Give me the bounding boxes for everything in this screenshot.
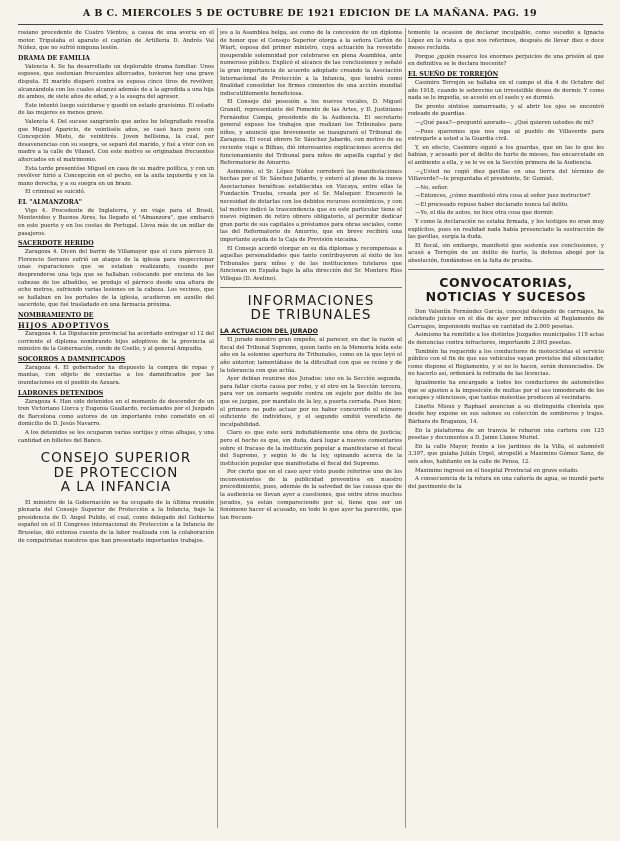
article-text: —No, señor.	[415, 184, 449, 191]
article-text: En la plataforma de un tranvía le robaron una cartera con 125 pesetas y documentos a D. Jaime Llanos Muriel.	[408, 427, 604, 442]
column-1	[18, 30, 214, 830]
article-text: —Pues queremos que nos siga al pueblo de Villaverde para entregarle a usted a la Guardia civil.	[408, 128, 604, 143]
column-divider	[405, 28, 406, 828]
header-rule	[18, 24, 603, 25]
column-3	[408, 30, 604, 830]
headline-line: INFORMACIONES	[247, 292, 375, 309]
headline-line: DE TRIBUNALES	[250, 307, 372, 324]
divider	[220, 287, 402, 288]
article-subheading: LA ACTUACION DEL JURADO	[220, 327, 318, 335]
headline-line: NOTICIAS Y SUCESOS	[425, 288, 587, 304]
article-text: El Consejo acordó otorgar en su día diplomas y recompensas a aquellas personalidades que tanto contribuyeron al éxito de los Tribunales para niños y de las instituciones tutelares que funcionan en España bajo la alta dirección del Sr. Montero Ríos Villegas (D. Avelino).	[220, 245, 402, 282]
article-headline	[18, 451, 214, 495]
section-heading: SOCORROS A DAMNIFICADOS	[18, 355, 126, 363]
article-text: El fiscal, sin embargo, manifestó que sostenía sus conclusiones, y acusó a Torrejón de un delito de hurto, la defensa abogó por la absolución, fundándose en la falta de prueba.	[408, 242, 604, 265]
article-text: Y, en efecto, Casimiro siguió a los guardas, que en las lo que les habían, y acusado por el delito de hurto de mieses, fue encarcelado en el ambiente a ella, y se le ve en la Sección primera de la Audiencia.	[408, 144, 604, 166]
article-text: Éste intentó luego suicidarse y quedó en estado gravísimo. El estado de las mujeres es menos grave.	[18, 102, 214, 117]
article-headline	[220, 294, 402, 323]
article-text: Valencia 4. Del suceso sangriento que antes he telegrafiado resulta que Miguel Aparicio, de veintiséis años, se casó hace poco con Concepción Mieto, de veintitrés. Joven bellísima, la cual, por desavenencias con su suegra, se separó del marido, y fué a vivir con su madre a la calle de Vilanet. Con este motivo se originaban frecuentes altercados en el matrimonio.	[18, 118, 214, 163]
article-text: —¿Usted no cogió diez gavillas en una tierra del término de Villaverde?—le preguntaba el presidente, Sr. Gumiel.	[408, 168, 604, 183]
article-text: De pronto sintióse zamarreado, y al abrir los ojos se encontró rodeado de guardias.	[408, 103, 604, 118]
article-text: Maximino ingresó en el hospital Provincial en grave estado.	[415, 467, 579, 474]
article-text: Asimismo, el Sr. López Núñez corroboró las manifestaciones hechas por el Sr. Sánchez Jabardo, y enteró al pleno de la nueva Asociaciones benéficas establecidas en Vizcaya, entre ellas la Fundación Trueba, creada por el Sr. Maluquer. Encareció la necesidad de dotarlas con los debidos recursos económicos, y con tal motivo indicó la trascendencia que en este particular tiene el nuevo régimen de retiro obrero obligatorio, al permitir dedicar gran parte de sus capitales a préstamos para obras sociales, como las del Reformatorio de Amurrio, que en breve recibirá una importante ayuda de la Caja de Previsión vizcaína.	[220, 168, 402, 244]
article-text: Esta tarde presentóse Miguel en casa de su madre política, y con un revólver hirió a Concepción en el pecho, en la axila izquierda y en la mano derecha, y a su suegra en un brazo.	[18, 165, 214, 187]
article-text: Porque ¿quién resarce los enormes perjuicios de una prisión al que en definitiva se le declara inocente?	[408, 53, 604, 68]
article-text: El ministro de la Gobernación se ha ocupado de la última reunión plenaria del Consejo Superior de Protección a la Infancia, bajo la presidencia de D. Angel Pulido, el cual, como delegado del Gobierno español en el II Congreso internacional de Protección a la Infancia de Bruselas, dió extensa cuenta de la labor realizada con la colaboración de compatriotas nuestros que han presentado importantes trabajos.	[18, 499, 214, 544]
article-text: jes a la Asamblea belga, así como de la concesión de un diploma de honor que el Consejo Superior otorga a la señora Cartón de Wiart, esposa del primer ministro, cuya actuación ha revestido insuperable solemnidad por celebrarse en plena Asamblea, ante numeroso público. Explicó el alcance de las conclusiones y señaló la gran importancia de acuerdo adoptado creando la Asociación Internacional de Protección a la Infancia, que tendrá como finalidad consolidar los firmes cimientos de una acción mundial indiscutiblemente beneficiosa.	[220, 30, 402, 97]
headline-line: DE PROTECCION	[53, 464, 179, 481]
article-text: Ayer debían reunirse dos Jurados: uno en la Sección segunda, para fallar cierta causa por robo, y el otro en la Sección tercera, para ver un sumario seguido contra un sujeto por delito de los que se juzgan, por mandato de la ley, a puerta cerrada. Pues bien; el primero no pudo actuar por no haber concurrido el número suficiente de individuos, y el segundo emitió veredicto de inculpabilidad.	[220, 376, 402, 428]
page-header: A B C. MIERCOLES 5 DE OCTUBRE DE 1921 EDICION DE LA MAÑANA. PAG. 19	[82, 8, 538, 19]
article-text: También ha requerido a los conductores de motocicletas el servicio público con el fin de que sus vehículos vayan provistos del silenciador, como dispone el Reglamento, y si no lo hacen, serán denunciados. De no hacerlo así, ordenará la retirada de las licencias.	[408, 348, 604, 378]
article-text: En la calle Mayor, frente a los jardines de la Villa, el automóvil 3.397, que guiaba Julián Urgel, atropelló a Maximino Gómez Sanz, de seis años, habitante en la calle de Pensa, 12.	[408, 443, 604, 465]
headline-line: CONVOCATORIAS,	[439, 274, 573, 290]
section-heading: NOMBRAMIENTO DE	[18, 312, 94, 319]
article-text: Y como la declaración no estaba firmada, y los testigos no eran muy explícitos, pues en realidad nada había presenciado la sustracción de las gavillas, surgía la duda.	[408, 219, 604, 241]
article-text: El Consejo dió posesión a los nuevos vocales, D. Miguel Granell, representante del Fomento de las Artes, y D. Justiniano Fernández Campa, presidente de la Audiencia. El secretario general expuso los trabajos que realizan los Tribunales para niños, y anunció que brevemente se inaugurará el Tribunal de Zaragoza. El vocal obrero Sr. Sánchez Jabardo, con motivo de su reciente viaje a Bilbao, dió interesantes explicaciones acerca del funcionamiento del Tribunal para niños de aquella capital y del Reformatorio de Amurrio.	[220, 99, 402, 167]
article-text: temente la ocasión de declarar inculpable, como sucedió a Ignacia López en la vista a que nos referimos, después de llevar diez o doce meses recluida.	[408, 30, 604, 52]
article-text: A consecuencia de la rotura en una cañería de agua, se inundó parte del pavimento de la	[408, 476, 604, 490]
article-text: Vigo 4. Procedente de Inglaterra, y en viaje para el Brasil, Montevideo y Buenos Aires, ha llegado el "Almanzora", que embarcó en este puerto y en los costas de Portugal. Lleva más de un millar de pasajeros.	[18, 207, 214, 237]
article-text: Linette Mioux y Raphael anuncian a su distinguida clientela que desde hoy expone en sus salones su colección de sombreros y trajes. Bárbara de Braganza, 14.	[408, 403, 604, 425]
article-text: Zaragoza 4. La Diputación provincial ha acordado entregar el 12 del corriente el diploma nombrando hijos adoptivos de la provincia al ministro de la Gobernación, conde de Coello, y al general Ampudia.	[18, 331, 214, 353]
article-text: Claro es que este será indudablemente una obra de justicia; pero el hecho es que, sin duda, dará lugar a nuevos comentarios sobre el fracaso de la institución popular a manifestarse el fiscal del Supremo, y según lo de la ley, opinando acerca de la institución popular que manifestaba el fiscal del Supremo.	[220, 430, 402, 467]
article-text: Valencia 4. Se ha desarrollado un deplorable drama familiar. Unos esposos, que sostenían frecuentes altercados, tuvieron hoy una grave disputa. El marido disparó contra su esposa cinco tiros de revólver, alcanzándola con los cuales alcanzó además de a la agredida a una hija de ambos, de siete años de edad, y a la suegra del agresor.	[18, 63, 214, 101]
article-text: Don Valentín Fernández García, concejal delegado de carruajes, ha celebrado juicios en el día de ayer por infracción al Reglamento de Carruajes, imponiendo multas en cantidad de 2.000 pesetas.	[408, 308, 604, 330]
section-heading: LADRONES DETENIDOS	[18, 389, 104, 397]
article-text: —Entonces, ¿cómo manifestó otra cosa al señor juez instructor?	[415, 193, 591, 200]
article-text: rosiano procedente de Cuatro Vientos, a causa de una avería en el motor. Tripulaba el aparato el capitán de Artillería D. Andrés Val Núñez, que no sufrió ninguna lesión.	[18, 30, 214, 52]
article-text: —Yo, el día de autos, no hice otra cosa que dormir.	[415, 210, 554, 217]
article-text: Casimiro Torrejón se hallaba en el campo el día 4 de Octubre del año 1918, cuando le sobrevino un irresistible deseo de dormir. Y como nada se lo impedía, se acostó en el suelo y se durmió.	[408, 79, 604, 102]
article-text: Por cierto que en el caso ayer visto puede referirse uno de los inconvenientes de la publicidad preventiva en nuestro procedimiento, pues, además de la salvedad de las causas que de la audiencia se llevan ayer a cuestiones, que entre otros muchos jurados, ya están compareciendo por sí, tiene que ser un fenómeno hacer el acusado, en todo lo que ayer ha parecido, que tan frecuen-	[220, 469, 402, 521]
section-heading: EL "ALMANZORA"	[18, 198, 82, 206]
column-2	[220, 30, 402, 830]
section-heading: EL SUEÑO DE TORREJÓN	[408, 70, 499, 78]
section-heading: HIJOS ADOPTIVOS	[18, 321, 110, 330]
article-text: Igualmente ha encargado a todos los conductores de automóviles que se ajusten a la imposición de multas por el uso inmoderado de los escapes y silenciosos, que tantas molestias producen al vecindario.	[408, 379, 604, 402]
divider	[408, 269, 604, 270]
article-headline	[408, 276, 604, 304]
column-divider	[217, 28, 218, 828]
headline-line: A LA INFANCIA	[60, 479, 172, 496]
article-text: Zaragoza 4. Dicen del barrio de Villamayor que el cura párroco D. Florencio Serrano sufrió un ataque de la iglesia para inspeccionar unas reparaciones que se estaban realizando, cuando por desprenderse una teja que se hallaban colocando por encima de las cabezas de los albañiles, se produjo el párroco desde una altura de ocho metros, sufriendo varias lesiones en la cabeza. Los vecinos, que se hallaban en los portales de la iglesia, acudieron en auxilio del sacerdote, que fué trasladado en una farmacia próxima.	[18, 249, 214, 309]
section-heading: SACERDOTE HERIDO	[18, 240, 94, 248]
article-text: El jurado nuestro gran empeño, al parecer, en dar la razón al fiscal del Tribunal Supremo, quien tanto en la Memoria leída este año en la solemne apertura de Tribunales, como en la que leyó el año anterior, lamentábase de la dificultad con que se reúne y de la tolerancia con que actúa.	[220, 337, 402, 374]
article-text: Zaragoza 4. El gobernador ha dispuesto la compra de ropas y mantas, con objeto de enviarlas a los damnificados por las inundaciones en el pueblo de Azuara.	[18, 364, 214, 386]
article-text: A los detenidos se les ocuparon varias sortijas y otras alhajas, y una cantidad en billetes del Banco.	[18, 429, 214, 444]
section-heading: DRAMA DE FAMILIA	[18, 54, 90, 62]
article-text: —El procesado repuso haber declarado nunca tal delito.	[415, 201, 569, 208]
article-text: Zaragoza 4. Han sido detenidos en el momento de descender de un tren Victoriano Llorca y Eugenia Guallardo, reclamados por el Juzgado de Barcelona como autores de un importante robo cometido en el domicilio de D. Jesús Navarro.	[18, 398, 214, 428]
article-text: —¿Qué pasa?—preguntó azorado—. ¿Qué quieren ustedes de mí?	[415, 119, 594, 126]
article-text: Asimismo ha remitido a los distintos Juzgados municipales 119 actas de denuncias contra infractores, importando 2.903 pesetas.	[408, 332, 604, 346]
article-text: El criminal se suicidó.	[25, 189, 86, 196]
headline-line: CONSEJO SUPERIOR	[40, 450, 192, 467]
